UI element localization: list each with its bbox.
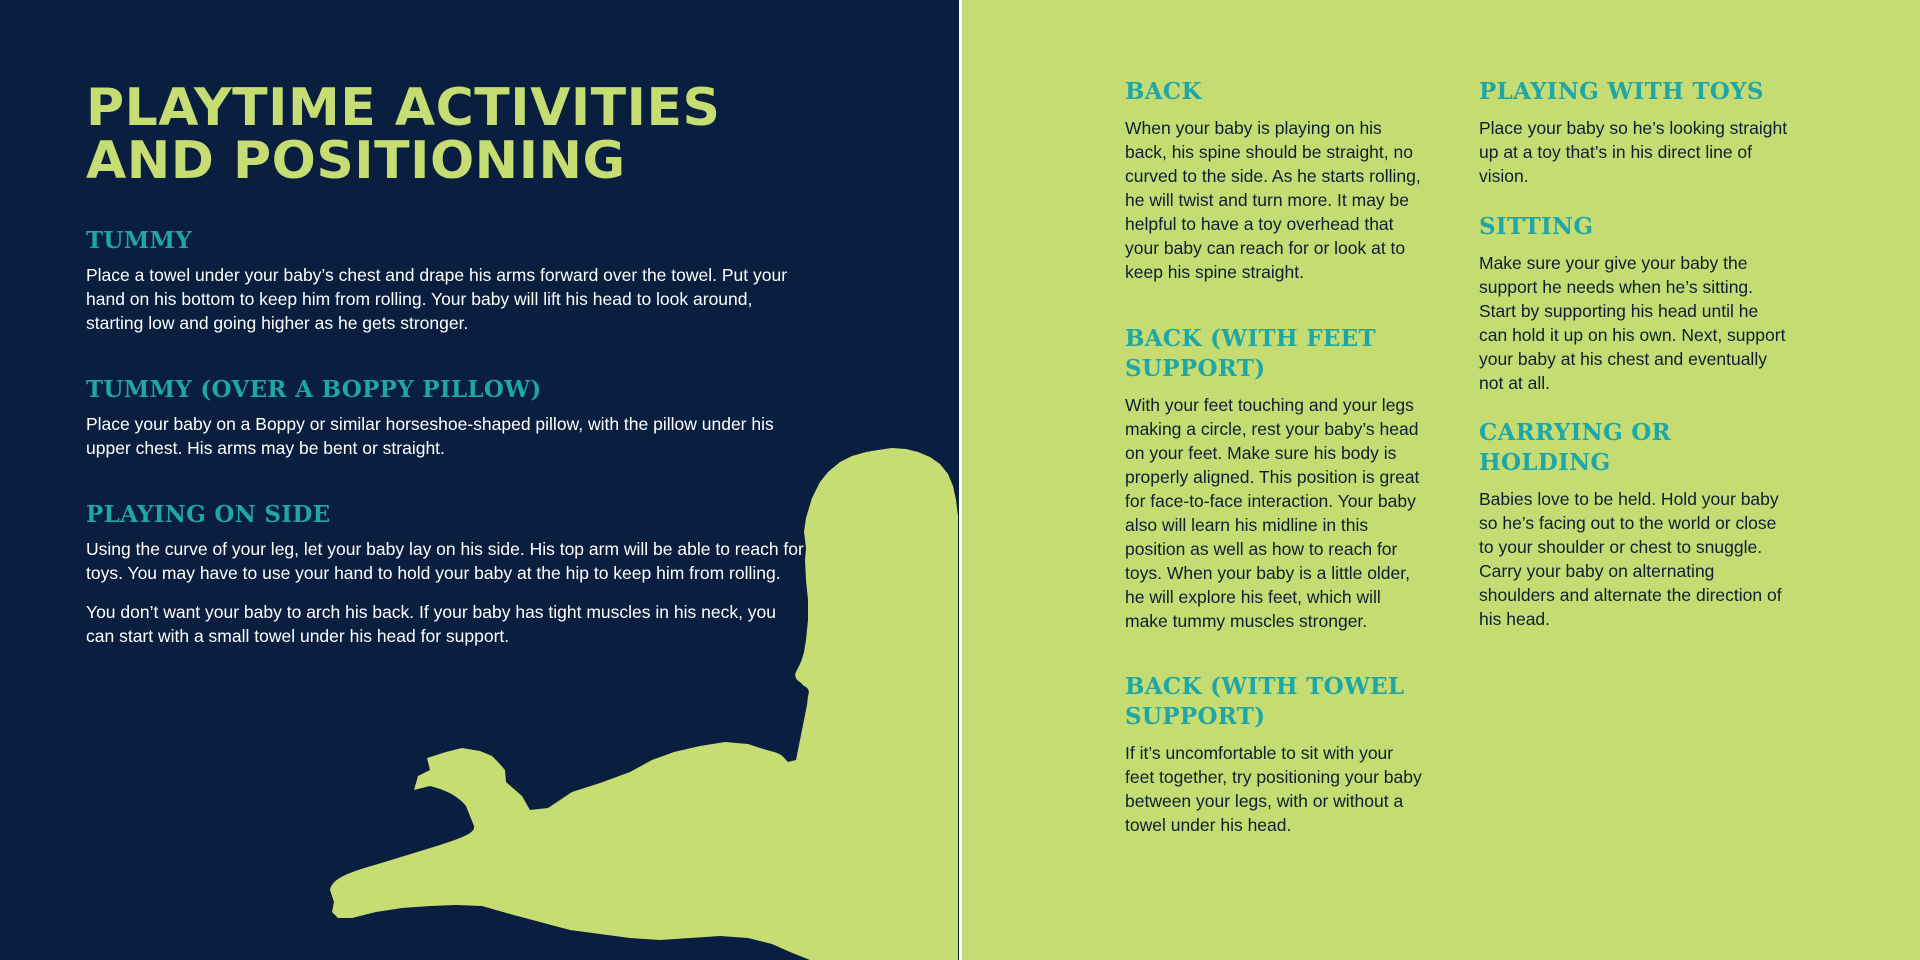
section-heading: BACK xyxy=(1125,78,1202,105)
section-paragraph: Babies love to be held. Hold your baby so he’s facing out to the world or close to your shoulder or chest to snuggle. Carry your baby on alternating shoulders and alternate the direction of his head. xyxy=(1479,489,1782,629)
section-back xyxy=(1125,77,1425,284)
section-back-towel-support xyxy=(1125,672,1425,837)
section-heading: CARRYING OR HOLDING xyxy=(1479,419,1671,476)
section-back-feet-support xyxy=(1125,324,1425,633)
section-heading: TUMMY xyxy=(86,227,193,254)
section-paragraph: Using the curve of your leg, let your baby lay on his side. His top arm will be able to reach for toys. You may have to use your hand to hold your baby at the hip to keep him from rolling. xyxy=(86,539,804,583)
section-playing-with-toys xyxy=(1479,77,1789,188)
title-line-2: AND POSITIONING xyxy=(86,131,626,191)
section-paragraph: With your feet touching and your legs making a circle, rest your baby’s head on your feet. Make sure his body is properly aligned. This position is great for face-to-face interaction. Your baby also will learn his midline in this position as well as how to reach for toys. When your baby is a little older, he will explore his feet, which will make tummy muscles stronger. xyxy=(1125,395,1420,631)
section-heading: SITTING xyxy=(1479,213,1594,240)
section-paragraph: Make sure your give your baby the support he needs when he’s sitting. Start by supporting his head until he can hold it up on his own. Next, support your baby at his chest and eventually not at all. xyxy=(1479,253,1786,393)
baby-silhouette-icon xyxy=(0,0,959,960)
section-heading: PLAYING WITH TOYS xyxy=(1479,78,1764,105)
title-line-1: PLAYTIME ACTIVITIES xyxy=(86,78,721,138)
section-carrying-holding xyxy=(1479,418,1789,631)
section-paragraph: When your baby is playing on his back, his spine should be straight, no curved to the side. As he starts rolling, he will twist and turn more. It may be helpful to have a toy overhead that your baby can reach for or look at to keep his spine straight. xyxy=(1125,118,1421,282)
section-sitting xyxy=(1479,212,1789,395)
section-heading: BACK (WITH TOWEL SUPPORT) xyxy=(1125,673,1405,730)
right-panel xyxy=(962,0,1920,960)
section-paragraph: You don’t want your baby to arch his back. If your baby has tight muscles in his neck, you can start with a small towel under his head for support. xyxy=(86,602,777,646)
left-panel xyxy=(0,0,959,960)
section-heading: PLAYING ON SIDE xyxy=(86,501,331,528)
section-paragraph: Place your baby so he’s looking straight up at a toy that’s in his direct line of vision. xyxy=(1479,118,1788,186)
section-heading: BACK (WITH FEET SUPPORT) xyxy=(1125,325,1376,382)
section-paragraph: Place a towel under your baby’s chest and drape his arms forward over the towel. Put your hand on his bottom to keep him from rolling. Your baby will lift his head to look around, starting low and going higher as he gets stronger. xyxy=(86,265,788,333)
section-paragraph: If it’s uncomfortable to sit with your feet together, try positioning your baby between your legs, with or without a towel under his head. xyxy=(1125,743,1422,835)
section-paragraph: Place your baby on a Boppy or similar horseshoe-shaped pillow, with the pillow under his upper chest. His arms may be bent or straight. xyxy=(86,414,774,458)
section-heading: TUMMY (OVER A BOPPY PILLOW) xyxy=(86,376,542,403)
